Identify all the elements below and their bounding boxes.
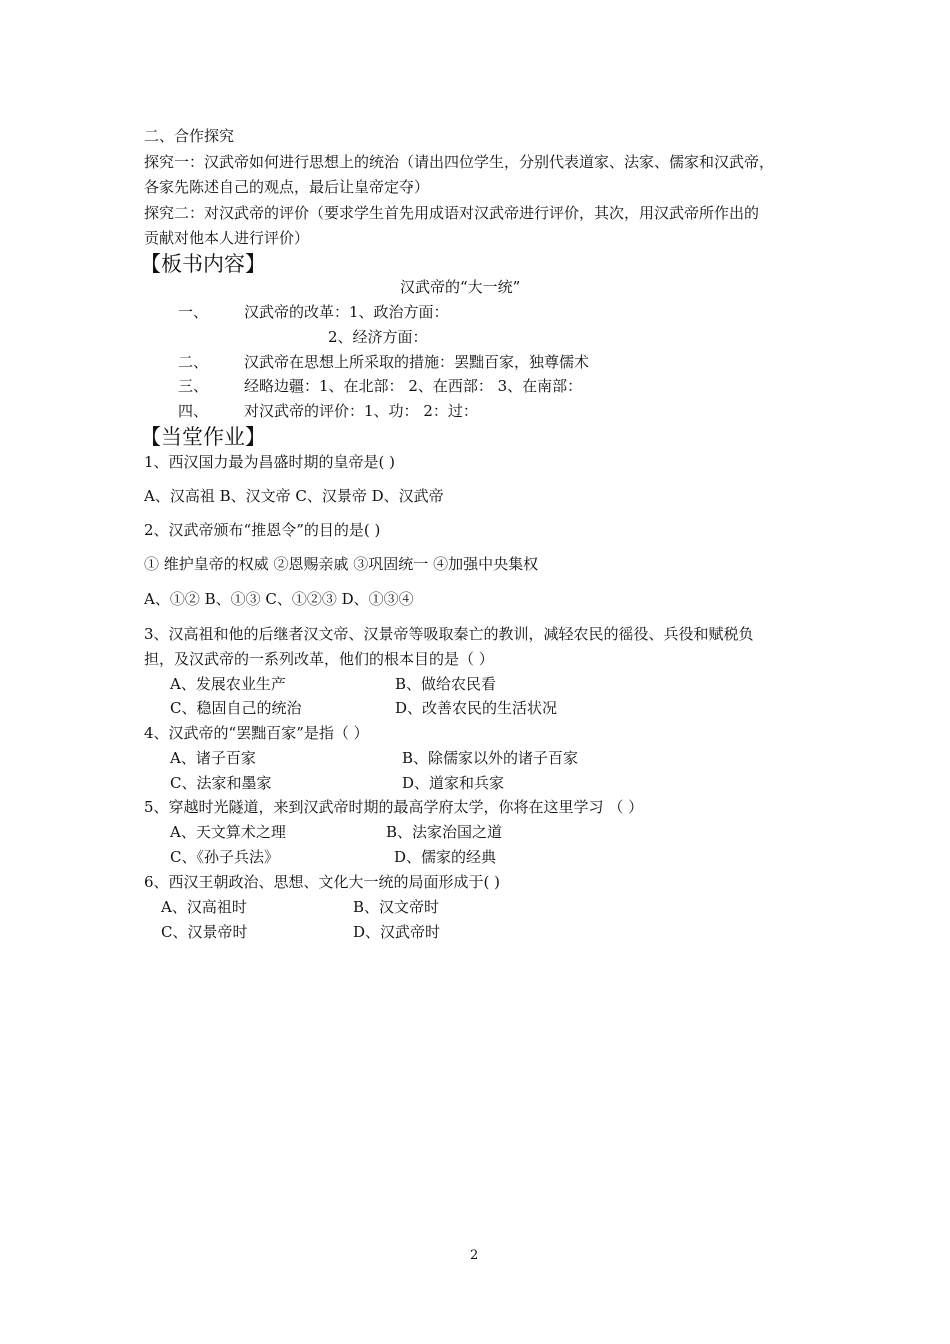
question-6-option-b: B、汉文帝时 <box>353 898 440 916</box>
question-5-option-b: B、法家治国之道 <box>386 823 503 841</box>
inquiry-1-line2: 各家先陈述自己的观点，最后让皇帝定夺） <box>144 178 430 196</box>
board-row-text: 汉武帝的改革：1、政治方面： <box>244 303 449 321</box>
question-3-option-a: A、发展农业生产 <box>170 675 286 693</box>
section-title-coop: 二、合作探究 <box>144 127 235 145</box>
question-3-line2: 担，及汉武帝的一系列改革，他们的根本目的是（ ） <box>144 650 494 668</box>
question-5: 5、穿越时光隧道，来到汉武帝时期的最高学府太学，你将在这里学习 （ ） <box>144 798 644 816</box>
question-5-option-a: A、天文算术之理 <box>170 823 286 841</box>
board-row-text: 汉武帝在思想上所采取的措施：罢黜百家，独尊儒术 <box>244 353 590 371</box>
question-6-option-c: C、汉景帝时 <box>161 923 248 941</box>
board-row-num: 四、 <box>178 402 209 420</box>
homework-heading: 【当堂作业】 <box>140 425 266 449</box>
board-row-num: 二、 <box>178 353 209 371</box>
question-6-option-d: D、汉武帝时 <box>353 923 441 941</box>
question-6: 6、西汉王朝政治、思想、文化大一统的局面形成于( ) <box>144 873 501 891</box>
board-heading: 【板书内容】 <box>140 252 266 276</box>
question-2: 2、汉武帝颁布“推恩令”的目的是( ) <box>144 521 381 539</box>
question-4: 4、汉武帝的“罢黜百家”是指（ ） <box>144 724 369 742</box>
question-3-line1: 3、汉高祖和他的后继者汉文帝、汉景帝等吸取秦亡的教训，减轻农民的徭役、兵役和赋税负 <box>144 625 754 643</box>
board-title: 汉武帝的“大一统” <box>400 278 521 296</box>
question-4-option-b: B、除儒家以外的诸子百家 <box>402 749 579 767</box>
question-5-option-d: D、儒家的经典 <box>394 848 497 866</box>
board-row-num: 三、 <box>178 377 209 395</box>
question-4-option-c: C、法家和墨家 <box>170 774 272 792</box>
page-number: 2 <box>470 1248 479 1263</box>
question-1-options: A、汉高祖 B、汉文帝 C、汉景帝 D、汉武帝 <box>144 487 444 505</box>
board-row-text: 经略边疆：1、在北部： 2、在西部： 3、在南部： <box>244 377 583 395</box>
question-3-option-c: C、稳固自己的统治 <box>170 699 302 717</box>
inquiry-2-line2: 贡献对他本人进行评价） <box>144 229 310 247</box>
question-4-option-a: A、诸子百家 <box>170 749 256 767</box>
question-6-option-a: A、汉高祖时 <box>161 898 247 916</box>
board-row-num: 一、 <box>178 303 209 321</box>
question-3-option-d: D、改善农民的生活状况 <box>395 699 558 717</box>
inquiry-2-line1: 探究二：对汉武帝的评价（要求学生首先用成语对汉武帝进行评价，其次，用汉武帝所作出的 <box>144 204 760 222</box>
question-5-option-c: C、《孙子兵法》 <box>170 848 279 866</box>
question-1: 1、西汉国力最为昌盛时期的皇帝是( ) <box>144 453 396 471</box>
question-2-options: A、①② B、①③ C、①②③ D、①③④ <box>144 590 414 608</box>
question-4-option-d: D、道家和兵家 <box>402 774 505 792</box>
question-2-items: ① 维护皇帝的权威 ②恩赐亲戚 ③巩固统一 ④加强中央集权 <box>144 555 539 573</box>
board-row-text: 对汉武帝的评价：1、功： 2：过： <box>244 402 478 420</box>
inquiry-1-line1: 探究一：汉武帝如何进行思想上的统治（请出四位学生，分别代表道家、法家、儒家和汉武帝， <box>144 153 775 171</box>
board-row-text: 2、经济方面： <box>328 328 428 346</box>
question-3-option-b: B、做给农民看 <box>395 675 497 693</box>
